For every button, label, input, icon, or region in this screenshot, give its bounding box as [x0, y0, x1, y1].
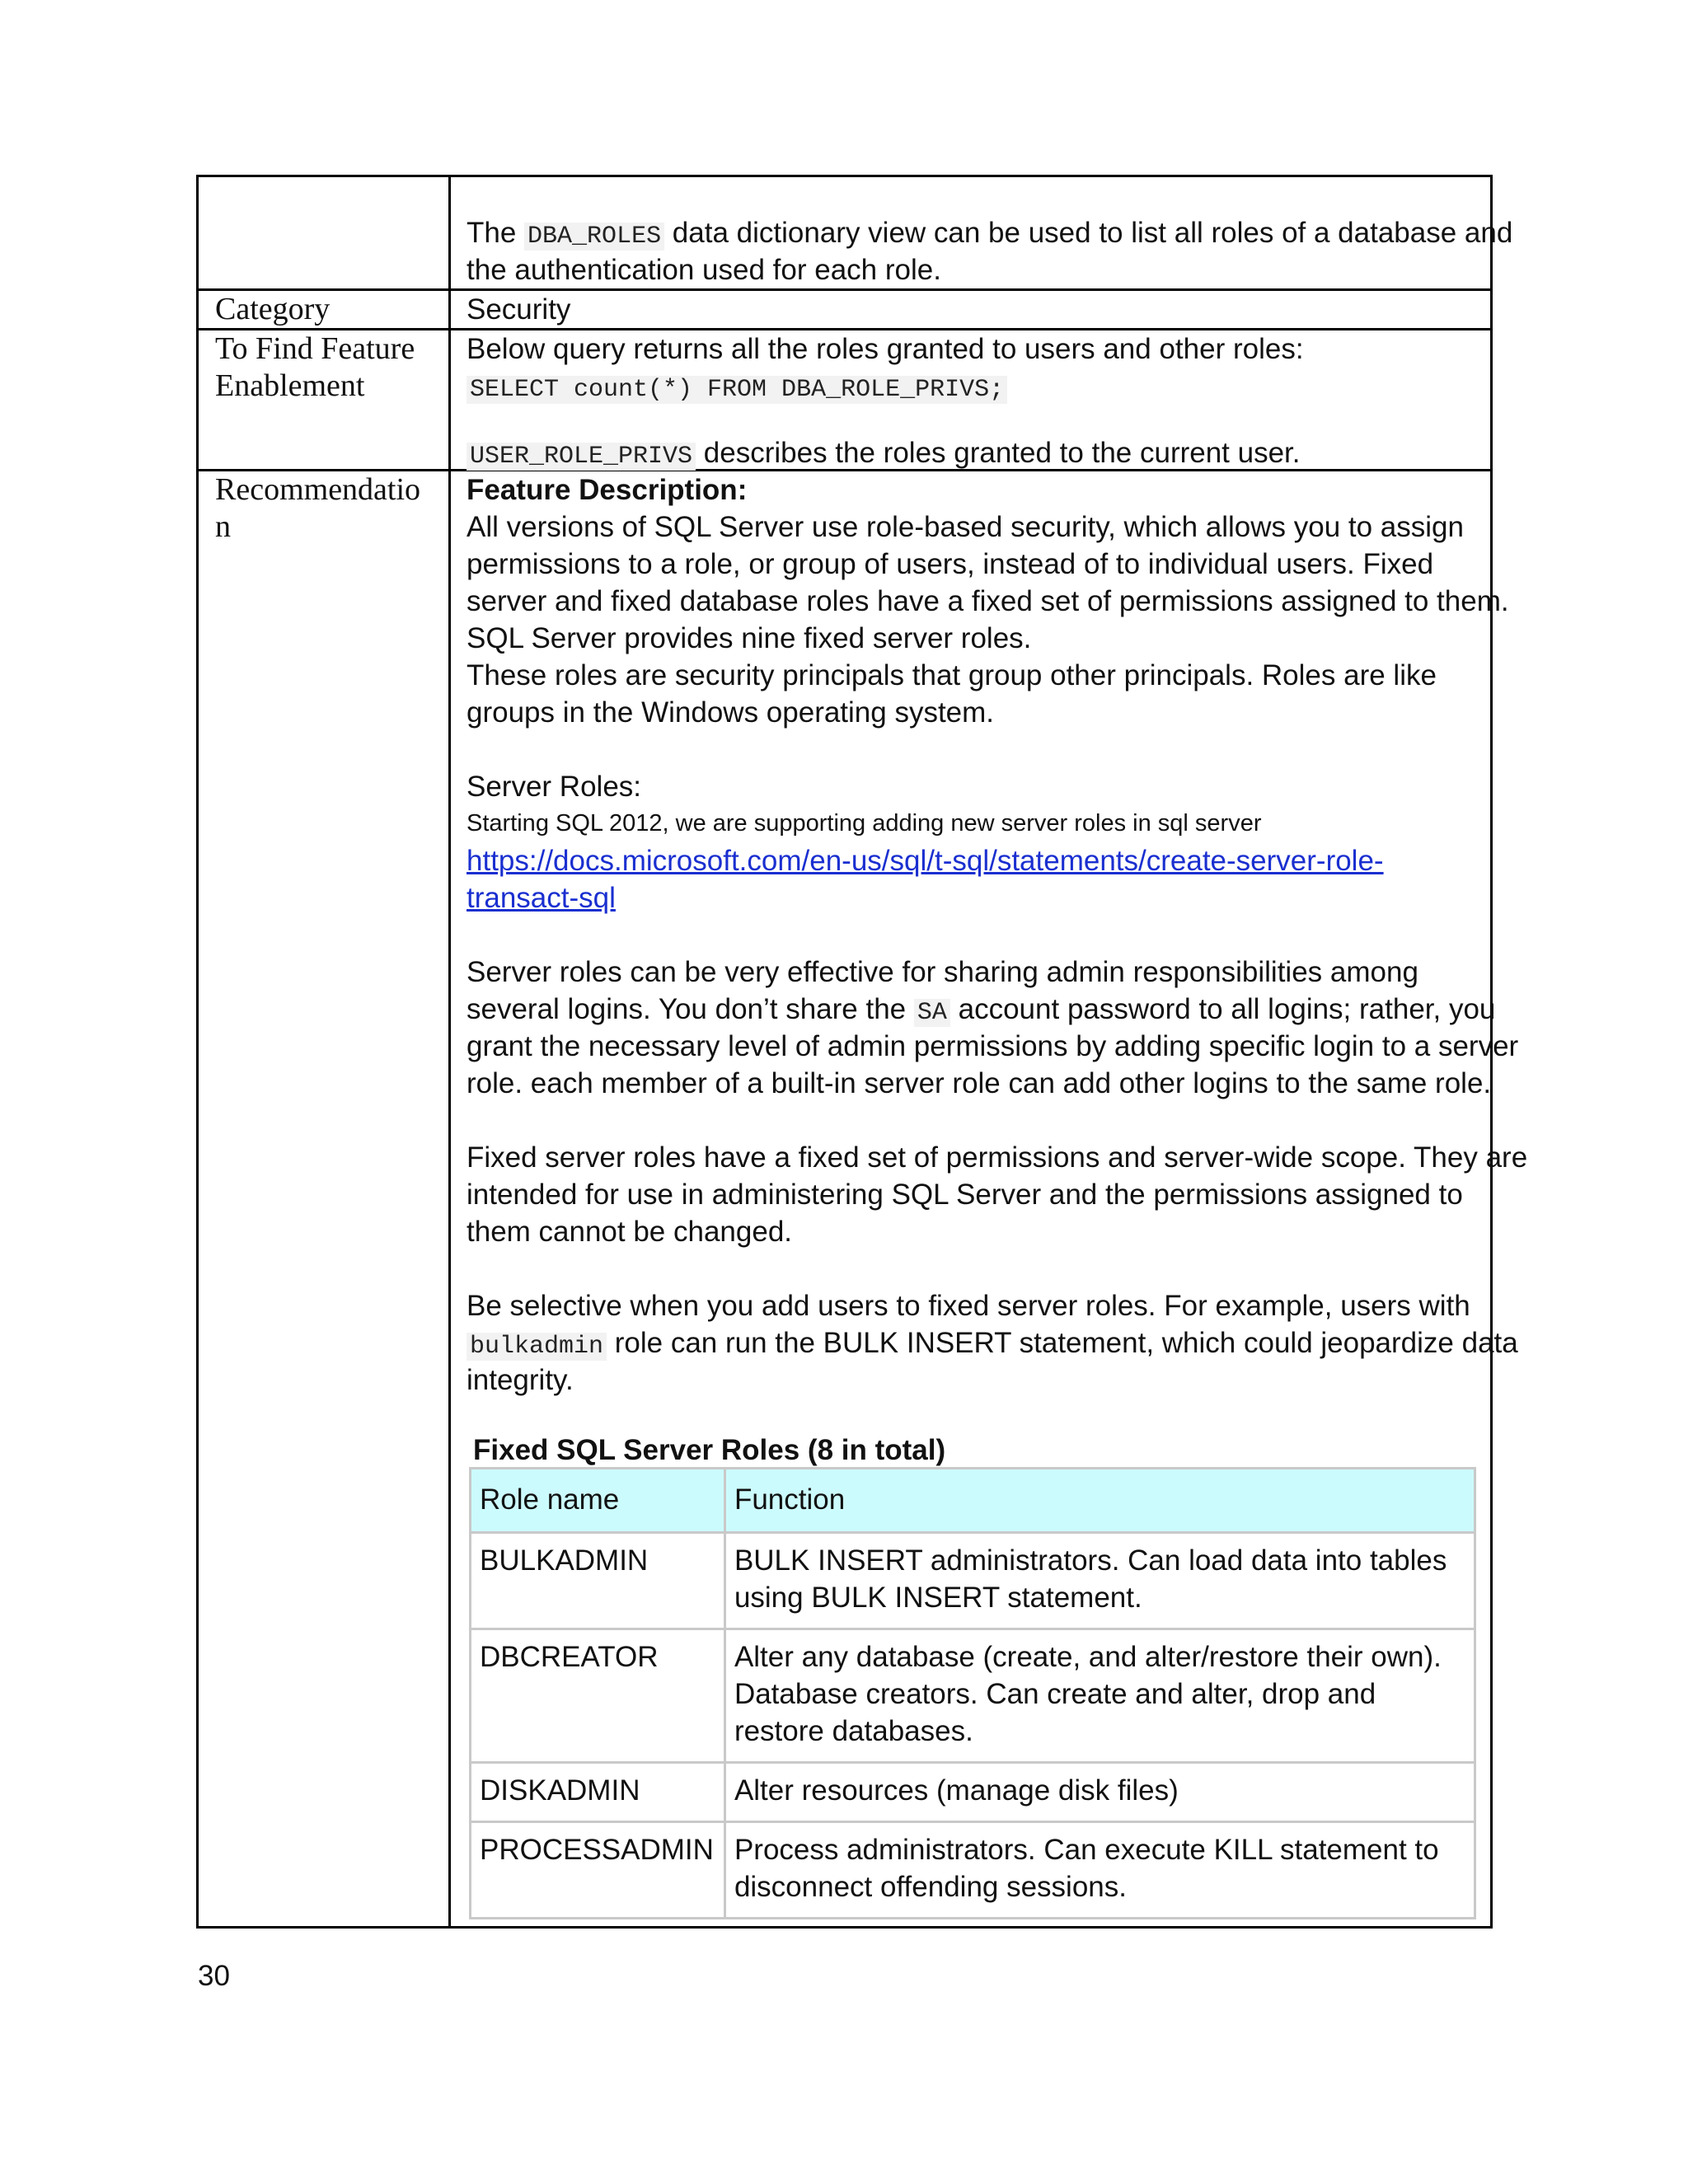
code-user-role-privs: USER_ROLE_PRIVS [467, 443, 696, 471]
role-function-cell: Process administrators. Can execute KILL statement to disconnect offending sessions. [724, 1822, 1475, 1919]
code-bulkadmin: bulkadmin [467, 1333, 607, 1361]
top-description: The DBA_ROLES data dictionary view can be used to list all roles of a database and the authentication used for each role. [467, 217, 1513, 286]
roles-table-title: Fixed SQL Server Roles (8 in total) [473, 1434, 946, 1466]
role-function-cell: Alter resources (manage disk files) [724, 1763, 1475, 1822]
server-roles-heading: Server Roles: [467, 771, 642, 803]
header-function: Function [724, 1469, 1475, 1533]
table-row [471, 1533, 1475, 1629]
query-code: SELECT count(*) FROM DBA_ROLE_PRIVS; [467, 376, 1007, 404]
role-name-cell: PROCESSADMIN [471, 1822, 725, 1919]
table-row [471, 1822, 1475, 1919]
fixed-roles-table [469, 1467, 1476, 1919]
recommendation-label: Recommendatio n [215, 472, 421, 544]
feature-table [196, 175, 1528, 1929]
feature-description-heading: Feature Description: [467, 474, 748, 506]
role-name-cell: DBCREATOR [471, 1629, 725, 1763]
role-name-cell: BULKADMIN [471, 1533, 725, 1629]
column-divider [448, 177, 451, 1926]
category-value: Security [467, 293, 571, 326]
find-feature-label: To Find Feature Enablement [215, 331, 415, 403]
role-function-cell: BULK INSERT administrators. Can load data into tables using BULK INSERT statement. [724, 1533, 1475, 1629]
table-row [471, 1763, 1475, 1822]
find-feature-content: Below query returns all the roles granted to users and other roles: SELECT count(*) FROM DBA_ROLE_PRIVS; USER_ROLE_PRIVS describes the roles granted to the current user. [467, 333, 1304, 471]
header-role-name: Role name [471, 1469, 725, 1533]
role-name-cell: DISKADMIN [471, 1763, 725, 1822]
create-server-role-link[interactable]: https://docs.microsoft.com/en-us/sql/t-sql/statements/create-server-role- [467, 845, 1384, 877]
create-server-role-link-cont[interactable]: transact-sql [467, 882, 616, 914]
recommendation-content: Feature Description: All versions of SQL Server use role-based security, which allows you to assign permissions to a role, or group of users, instead of to individual users. Fixed server and fixed database roles have a fixed set of permissions assigned to them. SQL Server provides nine fixed server roles. These roles are security principals that group other principals. Roles are like groups in the Windows operating system. Server Roles: Starting SQL 2012, we are supporting adding new server roles in sql server https://docs.microsoft.com/en-us/sql/t-sql/statements/create-server-role- transact-sql Server roles can be very effective for sharing admin responsibilities among several logins. You don’t share the SA account password to all logins; rather, you grant the necessary level of admin permissions by adding specific login to a server role. each member of a built-in server role can add other logins to the same role. Fixed server roles have a fixed set of permissions and server-wide scope. They are intended for use in administering SQL Server and the permissions assigned to them cannot be changed. Be selective when you add users to fixed server roles. For example, users with bulkadmin role can run the BULK INSERT statement, which could jeopardize data integrity. [467, 471, 1480, 1399]
table-row [471, 1629, 1475, 1763]
code-dba-roles: DBA_ROLES [524, 223, 664, 251]
role-function-cell: Alter any database (create, and alter/restore their own). Database creators. Can create and alter, drop and restore databases. [724, 1629, 1475, 1763]
page-number: 30 [198, 1960, 230, 1992]
table-header-row [471, 1469, 1475, 1533]
category-label: Category [215, 292, 331, 326]
code-sa: SA [914, 999, 950, 1027]
